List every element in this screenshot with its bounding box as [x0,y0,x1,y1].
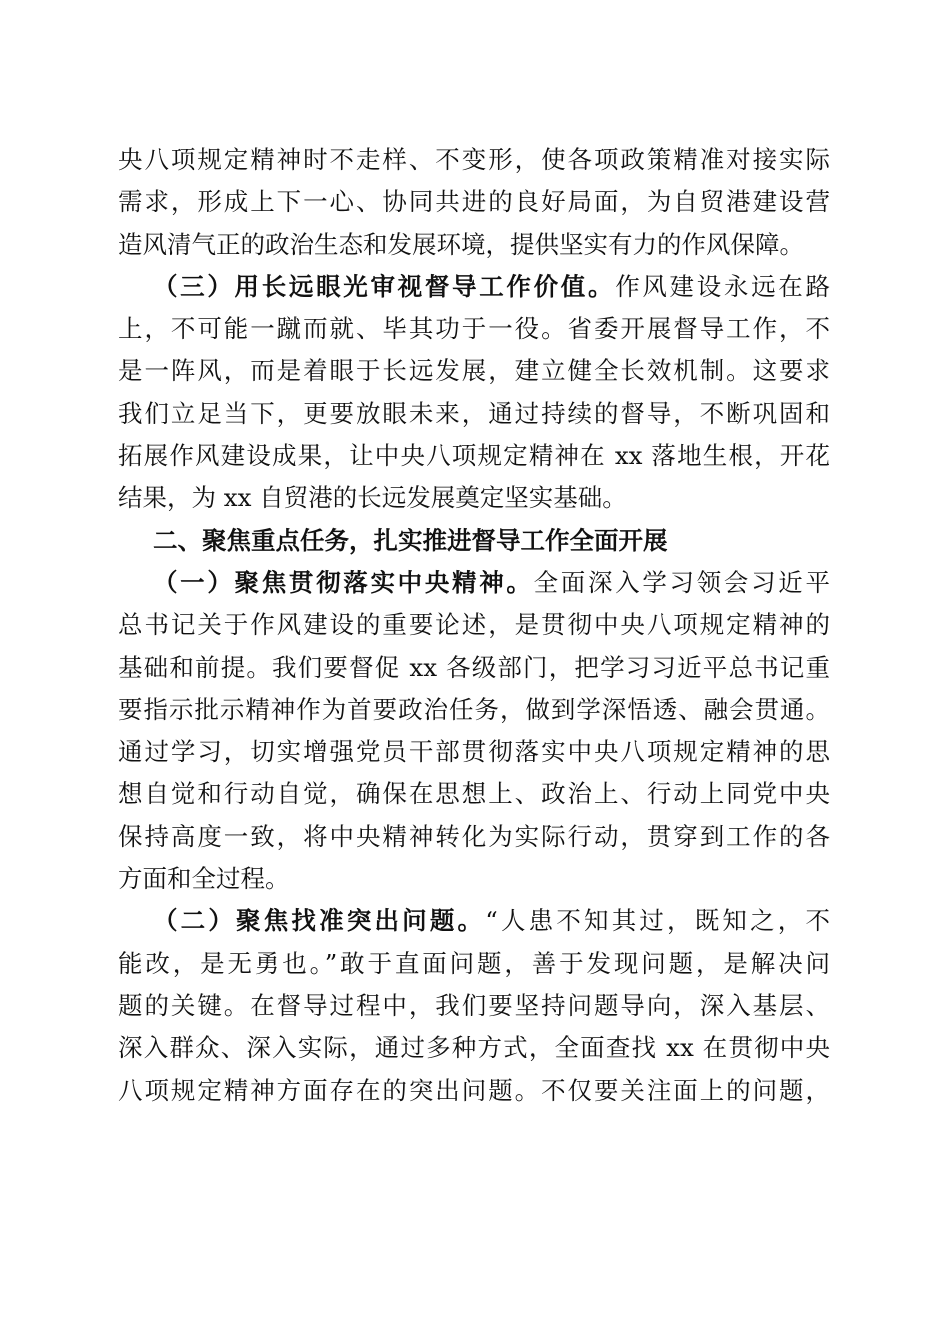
paragraph-line: 保持高度一致，将中央精神转化为实际行动，贯穿到工作的各 [118,821,830,851]
paragraph-line: 能改，是无勇也。”敢于直面问题，善于发现问题，是解决问 [118,948,830,978]
section-line-one [118,562,830,604]
paragraph-line: 深入群众、深入实际，通过多种方式，全面查找 xx 在贯彻中央 [118,1033,830,1063]
subheading-one: （一）聚焦贯彻落实中央精神。 [153,567,534,597]
paragraph-text: 作风建设永远在路 [615,271,830,301]
section-line-two [118,900,830,942]
paragraph-line: 拓展作风建设成果，让中央八项规定精神在 xx 落地生根，开花 [118,441,830,471]
paragraph-text: 全面深入学习领会习近平 [533,567,830,597]
paragraph-text: “人患不知其过，既知之，不 [485,906,830,936]
paragraph-line: 通过学习，切实增强党员干部贯彻落实中央八项规定精神的思 [118,737,830,767]
paragraph-line: 我们立足当下，更要放眼未来，通过持续的督导，不断巩固和 [118,398,830,428]
paragraph-line: 需求，形成上下一心、协同共进的良好局面，为自贸港建设营 [118,187,830,217]
paragraph-line: 总书记关于作风建设的重要论述，是贯彻中央八项规定精神的 [118,610,830,640]
section-heading-two: 二、聚焦重点任务，扎实推进督导工作全面开展 [153,525,668,555]
paragraph-line: 基础和前提。我们要督促 xx 各级部门，把学习习近平总书记重 [118,652,830,682]
section-line-three [118,266,830,308]
paragraph-line: 央八项规定精神时不走样、不变形，使各项政策精准对接实际 [118,145,830,174]
paragraph-line: 造风清气正的政治生态和发展环境，提供坚实有力的作风保障。 [118,229,804,259]
subheading-two: （二）聚焦找准突出问题。 [153,906,486,936]
paragraph-line: 想自觉和行动自觉，确保在思想上、政治上、行动上同党中央 [118,779,830,809]
paragraph-line: 要指示批示精神作为首要政治任务，做到学深悟透、融会贯通。 [118,694,830,724]
body-text [118,139,830,1112]
paragraph-line: 上，不可能一蹴而就、毕其功于一役。省委开展督导工作，不 [118,314,830,344]
paragraph-line: 结果，为 xx 自贸港的长远发展奠定坚实基础。 [118,483,627,513]
paragraph-line: 是一阵风，而是着眼于长远发展，建立健全长效机制。这要求 [118,356,830,386]
subheading-three: （三）用长远眼光审视督导工作价值。 [153,271,616,301]
paragraph-line: 方面和全过程。 [118,864,290,894]
paragraph-line: 题的关键。在督导过程中，我们要坚持问题导向，深入基层、 [118,990,830,1020]
paragraph-line: 八项规定精神方面存在的突出问题。不仅要关注面上的问题， [118,1075,830,1105]
